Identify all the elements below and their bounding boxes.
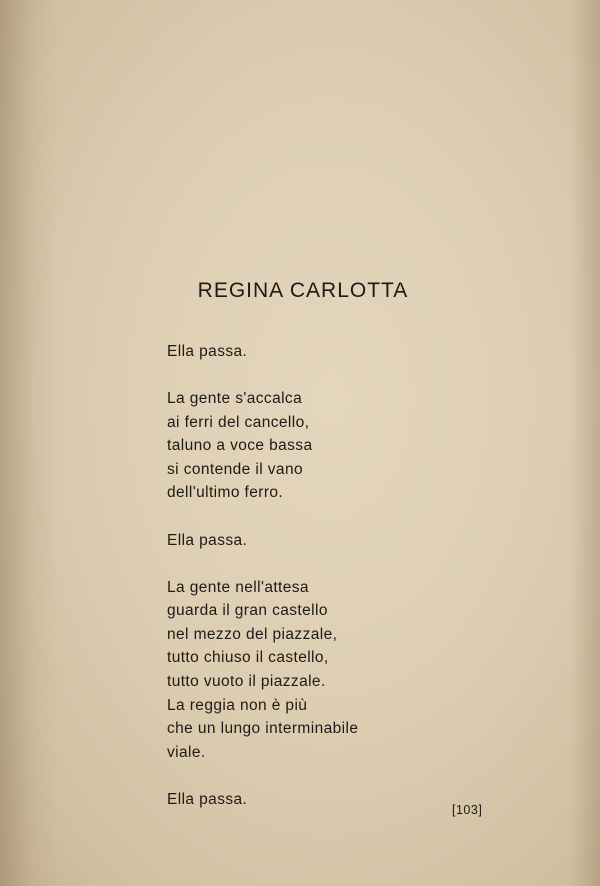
poem-line: tutto vuoto il piazzale. bbox=[167, 673, 326, 691]
poem-line: La reggia non è più bbox=[167, 696, 308, 714]
poem-line: Ella passa. bbox=[167, 343, 248, 360]
stanza bbox=[167, 576, 507, 765]
poem-line: guarda il gran castello bbox=[167, 602, 328, 620]
poem-line: viale. bbox=[167, 743, 206, 761]
poem-line: La gente nell'attesa bbox=[167, 578, 309, 596]
poem-line: Ella passa. bbox=[167, 531, 248, 549]
poem-line: Ella passa. bbox=[167, 790, 248, 808]
poem-line: dell'ultimo ferro. bbox=[167, 484, 284, 502]
poem-line: ai ferri del cancello, bbox=[167, 413, 310, 431]
poem-line: che un lungo interminabile bbox=[167, 720, 359, 738]
poem-line: nel mezzo del piazzale, bbox=[167, 625, 338, 643]
poem-line: tutto chiuso il castello, bbox=[167, 649, 329, 667]
poem-line: La gente s'accalca bbox=[167, 390, 303, 408]
poem-title: REGINA CARLOTTA bbox=[197, 279, 409, 302]
poem-line: si contende il vano bbox=[167, 460, 303, 478]
page-number: [103] bbox=[452, 803, 483, 817]
poem-line: taluno a voce bassa bbox=[167, 437, 313, 455]
stanza bbox=[167, 340, 507, 364]
stanza bbox=[167, 387, 507, 505]
stanza bbox=[167, 529, 507, 553]
poem-body bbox=[167, 340, 507, 835]
